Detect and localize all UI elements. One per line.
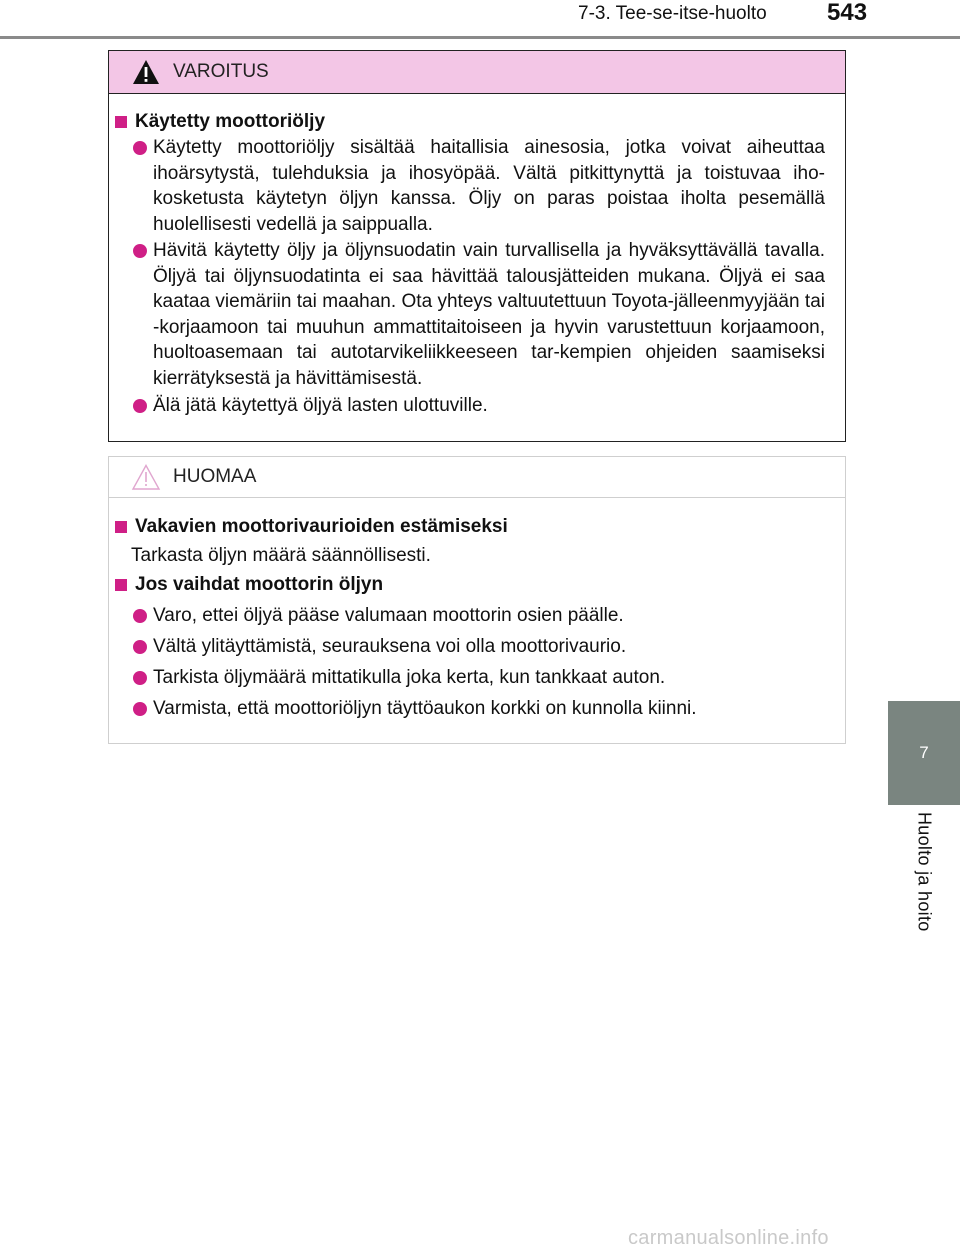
page-number: 543 bbox=[827, 0, 868, 26]
notice-label: HUOMAA bbox=[173, 466, 257, 487]
section-square-icon bbox=[115, 521, 127, 533]
bullet-dot-icon bbox=[133, 141, 147, 155]
chapter-tab bbox=[888, 701, 960, 805]
warning-section-title bbox=[115, 111, 325, 133]
chapter-number: 7 bbox=[919, 743, 929, 762]
notice-item: Tarkista öljymäärä mittatikulla joka kerta, kun tankkaat auton. bbox=[153, 667, 666, 688]
notice-section1-text: Tarkasta öljyn määrä säännöllisesti. bbox=[131, 545, 431, 566]
warning-item: Käytetty moottoriöljy sisältää haitallisia ainesosia, jotka voivat aiheuttaa ihoärsytystä, tulehduksia ja ihosyöpää. Vältä pitkittynyttä ja toistuvaa iho-kosketusta käytetyn öljyn kanssa. Öljy on paras poistaa iholta pesemällä huolellisesti vedellä ja saippualla. bbox=[153, 137, 825, 235]
bullet-dot-icon bbox=[133, 671, 147, 685]
bullet-dot-icon bbox=[133, 702, 147, 716]
chapter-label-text: Huolto ja hoito bbox=[914, 812, 935, 932]
header-divider bbox=[0, 36, 960, 39]
bullet-dot-icon bbox=[133, 609, 147, 623]
notice-item: Varmista, että moottoriöljyn täyttöaukon korkki on kunnolla kiinni. bbox=[153, 698, 697, 719]
warning-label: VAROITUS bbox=[173, 61, 269, 82]
bullet-dot-icon bbox=[133, 640, 147, 654]
chapter-label bbox=[888, 812, 960, 952]
notice-section-title bbox=[115, 516, 508, 538]
caution-triangle-outline-icon bbox=[131, 463, 161, 491]
warning-box bbox=[108, 50, 846, 442]
warning-item: Älä jätä käytettyä öljyä lasten ulottuville. bbox=[153, 395, 488, 416]
bullet-dot-icon bbox=[133, 244, 147, 258]
notice-header bbox=[109, 457, 845, 498]
warning-header bbox=[109, 51, 845, 94]
section-square-icon bbox=[115, 579, 127, 591]
notice-section1-title-text: Vakavien moottorivaurioiden estämiseksi bbox=[135, 516, 508, 537]
notice-box bbox=[108, 456, 846, 744]
notice-item: Varo, ettei öljyä pääse valumaan moottorin osien päälle. bbox=[153, 605, 624, 626]
watermark: carmanualsonline.info bbox=[628, 1227, 829, 1249]
notice-section-title bbox=[115, 574, 383, 596]
notice-item: Vältä ylitäyttämistä, seurauksena voi olla moottorivaurio. bbox=[153, 636, 627, 657]
warning-triangle-icon bbox=[131, 58, 161, 86]
warning-section-title-text: Käytetty moottoriöljy bbox=[135, 111, 326, 132]
section-square-icon bbox=[115, 116, 127, 128]
section-title: 7-3. Tee-se-itse-huolto bbox=[578, 3, 767, 24]
bullet-dot-icon bbox=[133, 399, 147, 413]
notice-section2-title-text: Jos vaihdat moottorin öljyn bbox=[135, 574, 384, 595]
warning-item: Hävitä käytetty öljy ja öljynsuodatin vain turvallisella ja hyväksyttävällä tavalla. Öljyä tai öljynsuodatinta ei saa hävittää talousjätteiden mukana. Öljyä ei saa kaataa viemäriin tai maahan. Ota yhteys valtuutettuun Toyota-jälleenmyyjään tai -korjaamoon tai muuhun ammattitaitoiseen ja hyvin varustettuun korjaamoon, huoltoasemaan tai autotarvikeliikkeeseen tar-kempien ohjeiden saamiseksi kierrätyksestä ja hävittämisestä. bbox=[153, 240, 825, 389]
